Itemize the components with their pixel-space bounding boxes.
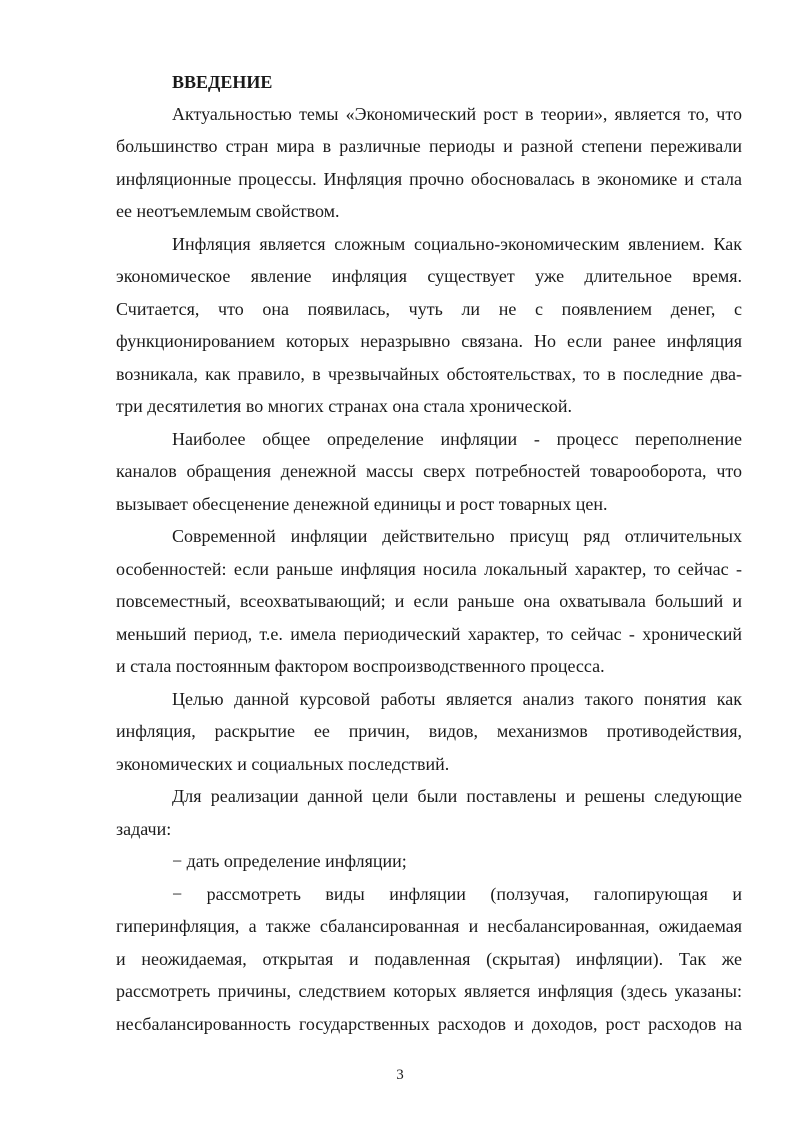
text-line: ее неотъемлемым свойством. [116, 201, 340, 221]
list-item: − рассмотреть виды инфляции (ползучая, галопирующая и [172, 884, 742, 904]
text-line: Считается, что она появилась, чуть ли не с появлением денег, с [116, 299, 742, 319]
section-heading: ВВЕДЕНИЕ [172, 72, 273, 92]
text-line: инфляция, раскрытие ее причин, видов, механизмов противодействия, [116, 721, 742, 741]
text-line: экономическое явление инфляция существует уже длительное время. [116, 266, 742, 286]
text-line: Инфляция является сложным социально-экономическим явлением. Как [172, 234, 742, 254]
text-line: и неожидаемая, открытая и подавленная (скрытая) инфляции). Так же [116, 949, 742, 969]
list-item: − дать определение инфляции; [172, 851, 407, 871]
text-line: особенностей: если раньше инфляция носила локальный характер, то сейчас - [116, 559, 742, 579]
text-line: вызывает обесценение денежной единицы и рост товарных цен. [116, 494, 608, 514]
page-number: 3 [396, 1067, 404, 1083]
text-line: меньший период, т.е. имела периодический характер, то сейчас - хронический [116, 624, 742, 644]
text-line: несбалансированность государственных расходов и доходов, рост расходов на [116, 1014, 742, 1034]
text-line: гиперинфляция, а также сбалансированная и несбалансированная, ожидаемая [116, 916, 742, 936]
text-line: рассмотреть причины, следствием которых является инфляция (здесь указаны: [116, 981, 742, 1001]
text-line: Наиболее общее определение инфляции - процесс переполнение [172, 429, 742, 449]
text-line: и стала постоянным фактором воспроизводственного процесса. [116, 656, 605, 676]
text-line: Для реализации данной цели были поставлены и решены следующие [172, 786, 742, 806]
text-line: функционированием которых неразрывно связана. Но если ранее инфляция [116, 331, 742, 351]
text-line: три десятилетия во многих странах она стала хронической. [116, 396, 572, 416]
text-line: большинство стран мира в различные периоды и разной степени переживали [116, 136, 742, 156]
text-line: экономических и социальных последствий. [116, 754, 450, 774]
text-line: возникала, как правило, в чрезвычайных обстоятельствах, то в последние два- [116, 364, 742, 384]
text-line: Целью данной курсовой работы является анализ такого понятия как [172, 689, 742, 709]
text-line: каналов обращения денежной массы сверх потребностей товарооборота, что [116, 461, 742, 481]
text-line: Актуальностью темы «Экономический рост в теории», является то, что [172, 104, 742, 124]
text-line: Современной инфляции действительно присущ ряд отличительных [172, 526, 742, 546]
text-line: повсеместный, всеохватывающий; и если раньше она охватывала больший и [116, 591, 742, 611]
text-line: инфляционные процессы. Инфляция прочно обосновалась в экономике и стала [116, 169, 742, 189]
text-line: задачи: [116, 819, 172, 839]
